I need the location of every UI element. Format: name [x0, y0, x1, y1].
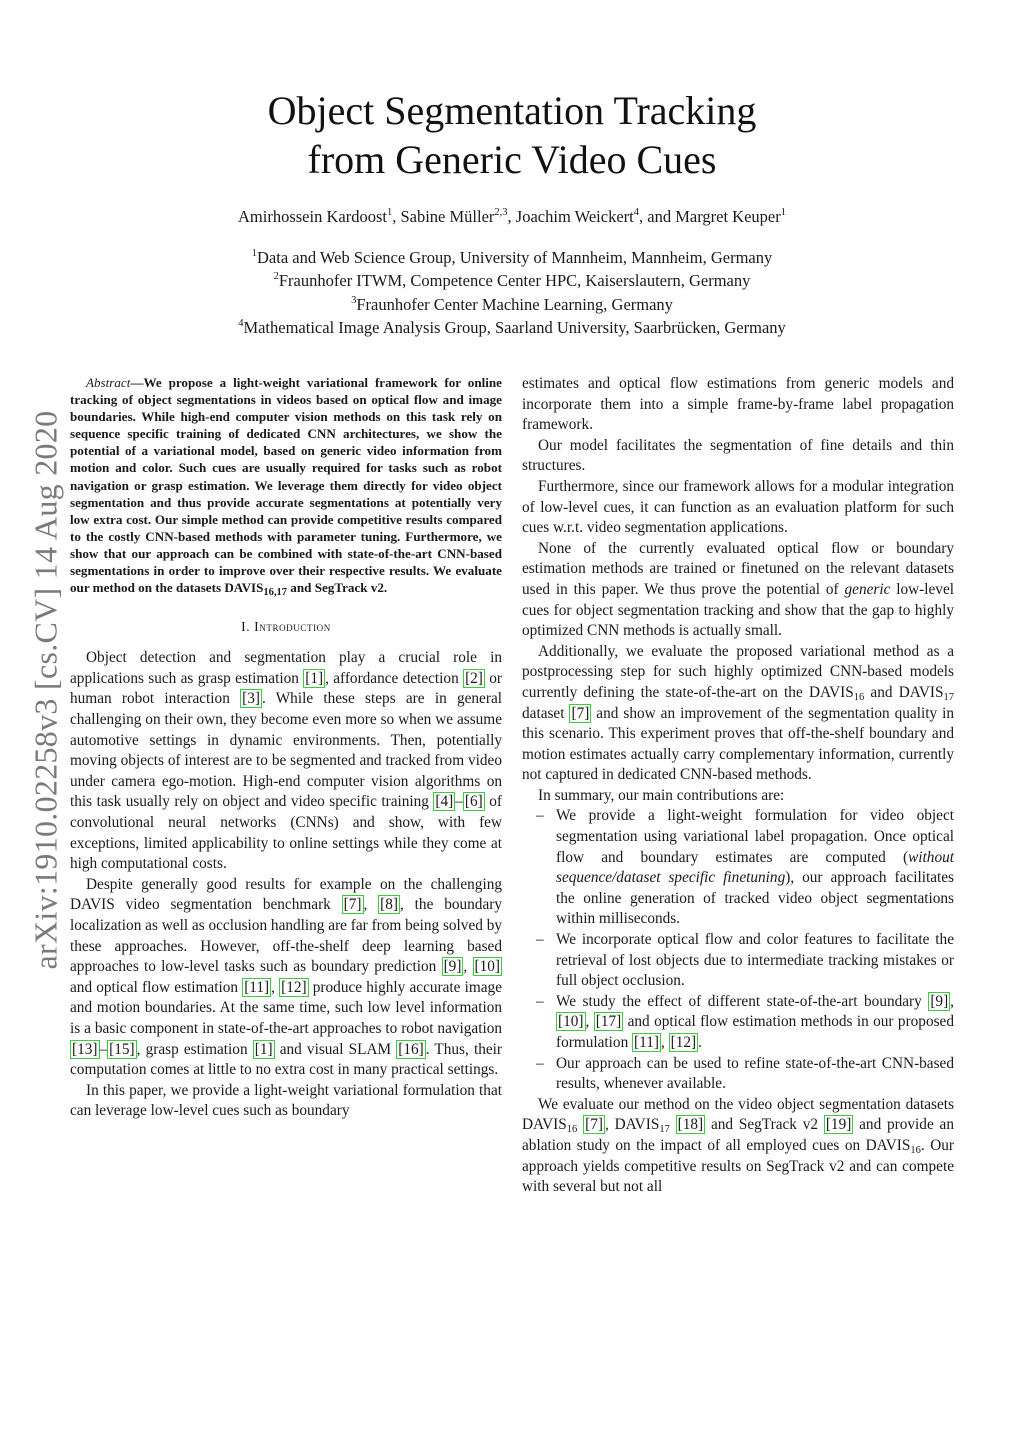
citation-link[interactable]: [7] [343, 896, 362, 914]
citation-link[interactable]: [15] [109, 1040, 135, 1058]
author-affil-mark: 1 [386, 207, 393, 218]
citation-link[interactable]: [1] [254, 1040, 273, 1058]
left-column [70, 374, 502, 1122]
author-affil-mark: 1 [780, 207, 786, 218]
list-item: – Our approach can be used to refine state-of-the-art CNN-based results, whenever available. [536, 1054, 954, 1093]
body-paragraph: estimates and optical flow estimations from generic models and incorporate them into a simple frame-by-frame label propagation framework. [522, 375, 954, 434]
body-paragraph: In summary, our main contributions are: [538, 786, 785, 804]
list-item: – We provide a light-weight formulation for video object segmentation using variational label propagation. Once optical flow and boundary estimates are computed (without sequence/dataset specific finetuning), our approach facilitates the online generation of tracked video object segmentations within milliseconds. [536, 807, 954, 928]
affiliation: $^4$Mathematical Image Analysis Group, Saarland University, Saarbrücken, Germany [238, 317, 786, 337]
author-affil-mark: 2,3 [494, 207, 508, 218]
citation-link[interactable]: [8] [380, 896, 399, 914]
citation-link[interactable]: [10] [558, 1013, 584, 1031]
citation-link[interactable]: [6] [464, 793, 483, 811]
citation-link[interactable]: [3] [242, 690, 260, 708]
affiliation-list [0, 246, 1024, 339]
intro-paragraph-1: Object detection and segmentation play a crucial role in applications such as grasp estimation [1] , affordance detection [2] or human robot interaction [3] . While these steps are in general challenging on their own, they become even more so when we assume automotive settings in dynamic environments. Then, potentially moving objects of interest are to be segmented and tracked from video under camera ego-motion. High-end computer vision algorithms on this task usually rely on object and video specific training [4] – [6] of convolutional neural networks (CNNs) and show, with few exceptions, limited applicability to online settings while they come at high computational costs. [70, 649, 502, 873]
citation-link[interactable]: [1] [305, 669, 324, 687]
citation-link[interactable]: [12] [670, 1034, 697, 1051]
paper-title [0, 86, 1024, 184]
citation-link[interactable]: [13] [72, 1040, 98, 1058]
body-paragraph: Additionally, we evaluate the proposed variational method as a postprocessing step for such highly optimized CNN-based models currently defining the state-of-the-art on the $DAVIS_{16}$ and $DAVIS_{17}$ dataset [7] and show an improvement of the segmentation quality in this scenario. This experiment proves that off-the-shelf boundary and motion estimates actually carry complementary information, currently not captured in dedicated CNN-based methods. [522, 642, 954, 784]
citation-link[interactable]: [2] [465, 669, 483, 687]
citation-link[interactable]: [19] [825, 1116, 852, 1134]
body-paragraph: Furthermore, since our framework allows for a modular integration of low-level cues, it can function as an evaluation platform for such cues w.r.t. video segmentation applications. [522, 477, 954, 537]
body-paragraph: Our model facilitates the segmentation of fine details and thin structures. [522, 436, 954, 475]
citation-link[interactable]: [16] [398, 1040, 424, 1058]
author-name: Sabine Müller [400, 207, 495, 226]
citation-link[interactable]: [9] [930, 992, 949, 1010]
intro-paragraph-2: Despite generally good results for example on the challenging DAVIS video segmentation benchmark [7] , [8] , the boundary localization as well as occlusion handling are far from being solved by these approaches. However, off-the-shelf deep learning based approaches to low-level tasks such as boundary prediction [9] , [10] and optical flow estimation [11] , [12] produce highly accurate image and motion boundaries. At the same time, such low level information is a basic component in state-of-the-art approaches to robot navigation [13] – [15] , grasp estimation [1] and visual SLAM [16] . Thus, their computation comes at little to no extra cost in many practical settings. [70, 875, 503, 1079]
section-heading-introduction: I. Introduction [241, 619, 331, 635]
abstract-text: We propose a light-weight variational framework for online tracking of object segmentations in videos based on optical flow and image boundaries. While high-end computer vision methods on this task rely on sequence specific training of dedicated CNN architectures, we show the potential of a variational model, based on generic video information from motion and color. Such cues are usually required for tasks such as robot navigation or grasp estimation. We leverage them directly for video object segmentation and thus provide accurate segmentations at potentially very low extra cost. Our simple method can provide competitive results compared to the costly CNN-based methods with parameter tuning. Furthermore, we show that our approach can be combined with state-of-the-art CNN-based segmentations in order to improve over their respective results. We evaluate our method on the datasets DAVIS [70, 375, 502, 596]
citation-link[interactable]: [9] [443, 958, 462, 976]
title-line-2: from Generic Video Cues [307, 137, 717, 182]
author-list: Amirhossein Kardoost$^1$, Sabine Müller$^{2,3}$, Joachim Weickert$^4$, and Margret Keuper$^1$ [238, 207, 786, 226]
citation-link[interactable]: [7] [571, 704, 590, 722]
abstract: Abstract—We propose a light-weight variational framework for online tracking of object segmentations in videos based on optical flow and image boundaries. While high-end computer vision methods on this task rely on sequence specific training of dedicated CNN architectures, we show the potential of a variational model, based on generic video information from motion and color. Such cues are usually required for tasks such as robot navigation or grasp estimation. We leverage them directly for video object segmentation and thus provide accurate segmentations at potentially very low extra cost. Our simple method can provide competitive results compared to the costly CNN-based methods with parameter tuning. Furthermore, we show that our approach can be combined with state-of-the-art CNN-based segmentations in order to improve over their respective results. We evaluate our method on the datasets $DAVIS_{16,17}$ and SegTrack v2. [70, 375, 502, 599]
author-name: Margret Keuper [675, 207, 781, 226]
affiliation: $^1$Data and Web Science Group, University of Mannheim, Mannheim, Germany [251, 248, 773, 267]
affiliation: $^3$Fraunhofer Center Machine Learning, Germany [351, 294, 673, 314]
citation-link[interactable]: [18] [677, 1116, 704, 1134]
author-name: Amirhossein Kardoost [238, 207, 387, 226]
title-line-1: Object Segmentation Tracking [267, 88, 757, 133]
citation-link[interactable]: [11] [244, 978, 270, 996]
citation-link[interactable]: [7] [585, 1116, 603, 1134]
affiliation: $^2$Fraunhofer ITWM, Competence Center HPC, Kaiserslautern, Germany [273, 271, 751, 291]
author-name: Joachim Weickert [515, 207, 634, 226]
abstract-label: Abstract [86, 375, 131, 390]
section-title: Introduction [254, 619, 331, 635]
citation-link[interactable]: [12] [281, 978, 307, 996]
citation-link[interactable]: [4] [435, 793, 454, 811]
body-paragraph: None of the currently evaluated optical flow or boundary estimation methods are trained or finetuned on the relevant datasets used in this paper. We thus prove the potential of generic low-level cues for object segmentation tracking and show that the gap to highly optimized CNN methods is actually small. [522, 539, 954, 640]
list-item: – We incorporate optical flow and color features to facilitate the retrieval of lost objects due to intermediate tracking mistakes or full object occlusion. [536, 931, 954, 990]
body-paragraph: We evaluate our method on the video object segmentation datasets $DAVIS_{16}$ [7] , $DAVIS_{17}$ [18] and SegTrack v2 [19] and provide an ablation study on the impact of all employed cues on $DAVIS_{16}$. Our approach yields competitive results on SegTrack v2 and can compete with several but not all [522, 1095, 954, 1196]
arxiv-identifier: arXiv:1910.02258v3 [cs.CV] 14 Aug 2020 [27, 410, 64, 970]
contribution-list [522, 806, 954, 1094]
citation-link[interactable]: [11] [634, 1034, 659, 1051]
author-affil-mark: 4 [633, 207, 639, 218]
list-item: – We study the effect of different state-of-the-art boundary [9] , [10] , [17] and optical flow estimation methods in our proposed formulation [11] , [12] . [536, 992, 954, 1051]
intro-paragraph-3: In this paper, we provide a light-weight variational formulation that can leverage low-level cues such as boundary [70, 1081, 502, 1120]
citation-link[interactable]: [17] [595, 1013, 622, 1031]
citation-link[interactable]: [10] [474, 958, 500, 976]
right-column [522, 374, 954, 1198]
